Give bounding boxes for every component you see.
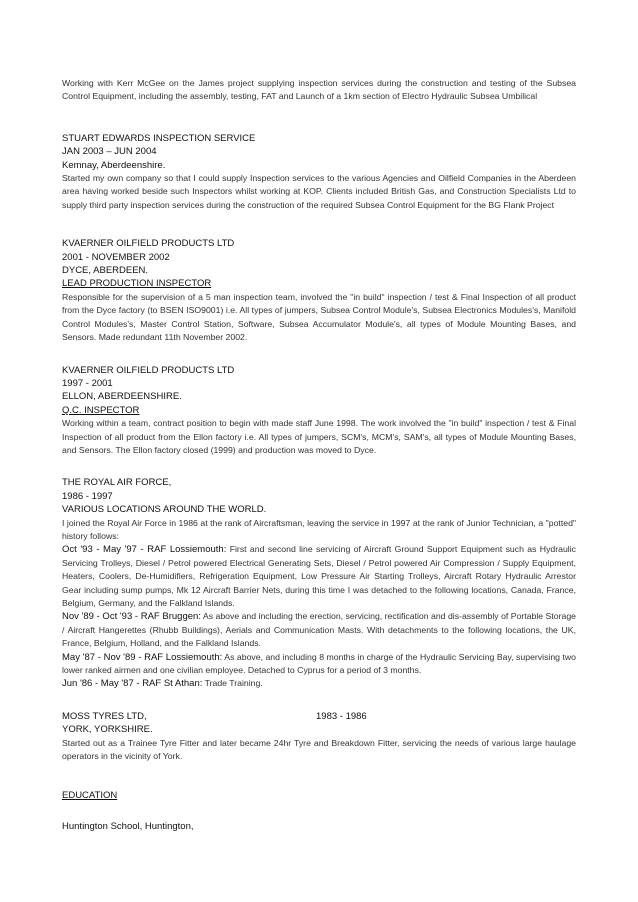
job-kvaerner-ellon	[62, 364, 576, 458]
job-role: LEAD PRODUCTION INSPECTOR	[62, 278, 212, 290]
company-row	[62, 710, 576, 723]
posting-label: Nov '89 - Oct '93 - RAF Bruggen:	[62, 611, 201, 623]
job-location: DYCE, ABERDEEN.	[62, 265, 149, 277]
job-dates: 1997 - 2001	[62, 377, 113, 389]
posting-text: As above, and including 8 months in charge of the Hydraulic Servicing Bay, supervising two lower ranked airmen and one civilian employee. Detached to Cyprus for a period of 3 months.	[62, 651, 576, 676]
job-location: VARIOUS LOCATIONS AROUND THE WORLD.	[62, 504, 267, 516]
intro-paragraph: Working with Kerr McGee on the James project supplying inspection services during the construction and testing of the Subsea Control Equipment, including the assembly, testing, FAT and Launch of a 1km section of Electro Hydraulic Subsea Umbilical	[62, 78, 576, 102]
job-dates: 1983 - 1986	[316, 710, 367, 722]
job-description: Working within a team, contract position to begin with made staff June 1998. The work involved the "in build" inspection / test & Final Inspection of all product from the Ellon factory i.e. All types of jumpers, SCM's, MCM's, SAM's, all types of Module Mounting Bases, and Sensors. The Ellon factory closed (1999) and production was moved to Dyce.	[62, 418, 576, 455]
job-kvaerner-dyce	[62, 237, 576, 344]
company-name: KVAERNER OILFIELD PRODUCTS LTD	[62, 364, 235, 376]
job-location: YORK, YORKSHIRE.	[62, 724, 153, 736]
school-name: Huntington School, Huntington,	[62, 820, 194, 832]
job-stuart-edwards	[62, 132, 576, 212]
job-description: Started out as a Trainee Tyre Fitter and later became 24hr Tyre and Breakdown Fitter, servicing the needs of various large haulage operators in the vicinity of York.	[62, 737, 576, 762]
job-description: Responsible for the supervision of a 5 man inspection team, involved the "in build" inspection / test & Final Inspection of all product from the Dyce factory (to BSEN ISO9001) i.e. All types of jumpers, Subsea Control Module's, Subsea Electronics Modules's, Manifold Control Modules's, Master Control Station, Software, Subsea Accumulator Module's, all types of Module Mounting Bases, and Sensors. Made redundant 11th November 2002.	[62, 291, 576, 343]
job-dates: JAN 2003 – JUN 2004	[62, 146, 157, 158]
posting-lossiemouth-93	[62, 543, 576, 610]
job-location: Kemnay, Aberdeenshire.	[62, 159, 166, 171]
company-name: KVAERNER OILFIELD PRODUCTS LTD	[62, 238, 235, 250]
job-dates: 1986 - 1997	[62, 490, 113, 502]
job-role: Q.C. INSPECTOR	[62, 404, 140, 416]
job-description: I joined the Royal Air Force in 1986 at the rank of Aircraftsman, leaving the service in 1997 at the rank of Junior Technician, a "potted" history follows:	[62, 517, 576, 541]
posting-st-athan	[62, 677, 576, 690]
posting-label: Jun '86 - May '87 - RAF St Athan:	[62, 678, 203, 690]
job-royal-air-force	[62, 476, 576, 691]
company-name: STUART EDWARDS INSPECTION SERVICE	[62, 132, 256, 144]
posting-label: May '87 - Nov '89 - RAF Lossiemouth:	[62, 651, 223, 663]
job-moss-tyres	[62, 710, 576, 764]
job-dates: 2001 - NOVEMBER 2002	[62, 251, 170, 263]
job-location: ELLON, ABERDEENSHIRE.	[62, 391, 182, 403]
posting-text: Trade Training.	[202, 678, 263, 689]
posting-text: As above and including the erection, servicing, rectification and dis-assembly of Portable Storage / Aircraft Hangerettes (Rhubb Buildings), Aerials and Communication Masts. With detachments to the following locations, the UK, France, Belgium, Holland, and the Falkland Islands.	[62, 611, 576, 649]
posting-lossiemouth-87	[62, 651, 576, 678]
company-name: THE ROYAL AIR FORCE,	[62, 477, 172, 489]
posting-label: Oct '93 - May '97 - RAF Lossiemouth:	[62, 544, 227, 556]
company-name: MOSS TYRES LTD,	[62, 710, 147, 722]
posting-bruggen	[62, 610, 576, 650]
education-heading: EDUCATION	[62, 790, 118, 802]
job-description: Started my own company so that I could supply Inspection services to the various Agencies and Oilfield Companies in the Aberdeen area having worked beside such Inspectors whilst working at KOP. Clients included British Gas, and Construction Specialists Ltd to supply third party inspection services during the construction of the required Subsea Control Equipment for the BG Flank Project	[62, 173, 576, 210]
posting-text: First and second line servicing of Aircraft Ground Support Equipment such as Hydraulic Servicing Trolleys, Diesel / Petrol powered Electrical Generating Sets, Diesel / Petrol powered Air Compression / Supply Equipment, Heaters, Coolers, De-Humidifiers, Refrigeration Equipment, Low Pressure Air Starting Trolleys, Aircraft Rotary Hydraulic Arrestor Gear including sump pumps, Mk 12 Aircraft Barrier Nets, during this time I was detached to the following locations, Canada, France, Belgium, Germany, and the Falkland Islands.	[62, 544, 577, 608]
cv-content	[62, 77, 576, 833]
